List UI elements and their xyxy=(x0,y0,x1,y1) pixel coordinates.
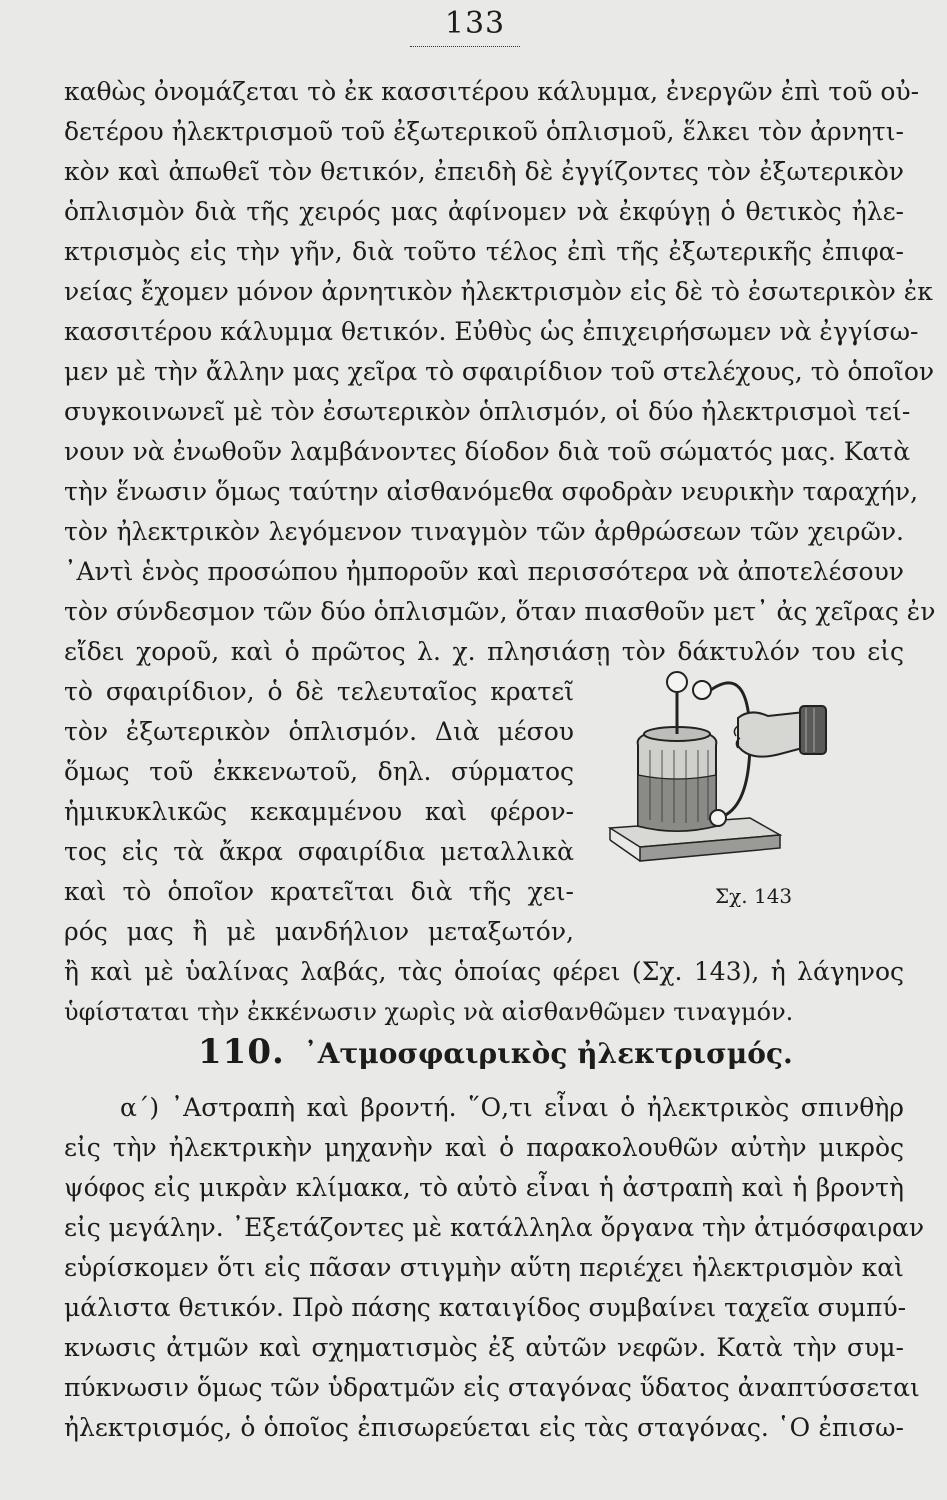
section-number: 110. xyxy=(198,1032,285,1072)
section-title: ᾿Ατμοσφαιρικὸς ἠλεκτρισμός. xyxy=(303,1037,793,1070)
page-number: 133 xyxy=(444,6,506,41)
text-line: τὸν σύνδεσμον τῶν δύο ὁπλισμῶν, ὅταν πιασθοῦν μετ᾿ ἀς χεῖρας ἐν xyxy=(64,597,936,626)
text-line: δετέρου ἠλεκτρισμοῦ τοῦ ἐξωτερικοῦ ὁπλισμοῦ, ἕλκει τὸν ἀρνητι- xyxy=(64,117,904,146)
text-line: συγκοινωνεῖ μὲ τὸν ἐσωτερικὸν ὁπλισμόν, οἱ δύο ἠλεκτρισμοὶ τεί- xyxy=(64,397,911,426)
text-line: κὸν καὶ ἀπωθεῖ τὸν θετικόν, ἐπειδὴ δὲ ἐγγίζοντες τὸν ἐξωτερικὸν xyxy=(64,157,904,186)
text-line: νείας ἔχομεν μόνον ἀρνητικὸν ἠλεκτρισμὸν εἰς δὲ τὸ ἐσωτερικὸν ἐκ xyxy=(64,277,933,306)
text-line: ὑφίσταται τὴν ἐκκένωσιν χωρὶς νὰ αἰσθανθῶμεν τιναγμόν. xyxy=(64,998,794,1026)
text-line: ὅμως τοῦ ἐκκενωτοῦ, δηλ. σύρματος xyxy=(64,757,574,786)
leyden-jar-figure xyxy=(600,650,830,890)
text-line: α΄) ᾿Αστραπὴ καὶ βροντή. ῞Ο,τι εἶναι ὁ ἠλεκτρικὸς σπινθὴρ xyxy=(120,1093,904,1122)
text-line: μεν μὲ τὴν ἄλλην μας χεῖρα τὸ σφαιρίδιον τοῦ στελέχους, τὸ ὁποῖον xyxy=(64,357,935,386)
text-line: κνωσις ἀτμῶν καὶ σχηματισμὸς ἐξ αὐτῶν νεφῶν. Κατὰ τὴν συμ- xyxy=(64,1333,904,1362)
text-line: τὸ σφαιρίδιον, ὁ δὲ τελευταῖος κρατεῖ xyxy=(64,677,574,706)
text-line: τὸν ἠλεκτρικὸν λεγόμενον τιναγμὸν τῶν ἀρθρώσεων τῶν χειρῶν. xyxy=(64,517,904,546)
page-number-rule xyxy=(410,46,520,47)
text-line: ἢ καὶ μὲ ὑαλίνας λαβάς, τὰς ὁποίας φέρει (Σχ. 143), ἡ λάγηνος xyxy=(64,957,904,986)
text-line: τος εἰς τὰ ἄκρα σφαιρίδια μεταλλικὰ xyxy=(64,837,574,866)
text-line: καὶ τὸ ὁποῖον κρατεῖται διὰ τῆς χει- xyxy=(64,877,574,906)
figure-caption: Σχ. 143 xyxy=(715,884,793,908)
text-line: τὴν ἕνωσιν ὅμως ταύτην αἰσθανόμεθα σφοδρὰν νευρικὴν ταραχήν, xyxy=(64,477,919,506)
text-line: ὁπλισμὸν διὰ τῆς χειρός μας ἀφίνομεν νὰ ἐκφύγῃ ὁ θετικὸς ἠλε- xyxy=(64,197,904,226)
text-line: ἡμικυκλικῶς κεκαμμένου καὶ φέρον- xyxy=(64,797,574,826)
text-line: ἠλεκτρισμός, ὁ ὁποῖος ἐπισωρεύεται εἰς τὰς σταγόνας. ῾Ο ἐπισω- xyxy=(64,1413,904,1442)
text-line: εἴδει χοροῦ, καὶ ὁ πρῶτος λ. χ. πλησιάσῃ τὸν δάκτυλόν του εἰς xyxy=(64,637,904,666)
text-line: καθὼς ὀνομάζεται τὸ ἐκ κασσιτέρου κάλυμμα, ἐνεργῶν ἐπὶ τοῦ οὐ- xyxy=(64,77,920,106)
text-line: ψόφος εἰς μικρὰν κλίμακα, τὸ αὐτὸ εἶναι ἡ ἀστραπὴ καὶ ἡ βροντὴ xyxy=(64,1173,904,1202)
text-line: μάλιστα θετικόν. Πρὸ πάσης καταιγίδος συμβαίνει ταχεῖα συμπύ- xyxy=(64,1293,907,1322)
text-line: ρός μας ἢ μὲ μανδήλιον μεταξωτόν, xyxy=(64,917,574,946)
text-line: κτρισμὸς εἰς τὴν γῆν, διὰ τοῦτο τέλος ἐπὶ τῆς ἐξωτερικῆς ἐπιφα- xyxy=(64,237,904,266)
text-line: εἰς τὴν ἠλεκτρικὴν μηχανὴν καὶ ὁ παρακολουθῶν αὐτὴν μικρὸς xyxy=(64,1133,904,1162)
text-line: κασσιτέρου κάλυμμα θετικόν. Εὐθὺς ὡς ἐπιχειρήσωμεν νὰ ἐγγίσω- xyxy=(64,317,919,346)
text-line: ᾿Αντὶ ἑνὸς προσώπου ἠμποροῦν καὶ περισσότερα νὰ ἀποτελέσουν xyxy=(64,557,904,586)
text-line: νουν νὰ ἐνωθοῦν λαμβάνοντες δίοδον διὰ τοῦ σώματός μας. Κατὰ xyxy=(64,437,911,466)
section-heading xyxy=(198,1032,793,1074)
text-line: εἰς μεγάλην. ᾿Εξετάζοντες μὲ κατάλληλα ὄργανα τὴν ἀτμόσφαιραν xyxy=(64,1213,925,1242)
text-line: τὸν ἐξωτερικὸν ὁπλισμόν. Διὰ μέσου xyxy=(64,717,574,746)
leyden-jar-illustration xyxy=(600,650,830,890)
text-line: εὑρίσκομεν ὅτι εἰς πᾶσαν στιγμὴν αὕτη περιέχει ἠλεκτρισμὸν καὶ xyxy=(64,1253,904,1282)
text-line: πύκνωσιν ὅμως τῶν ὑδρατμῶν εἰς σταγόνας ὕδατος ἀναπτύσσεται xyxy=(64,1373,920,1402)
